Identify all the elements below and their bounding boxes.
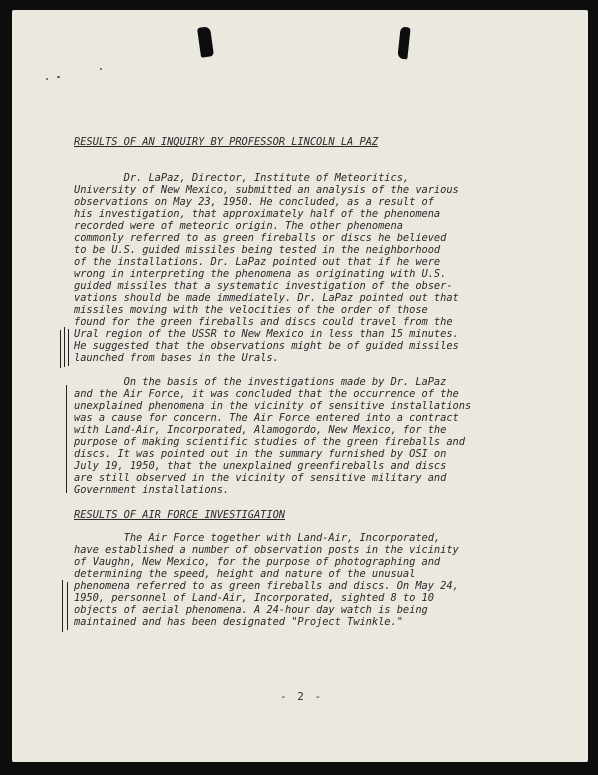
text-line: with Land-Air, Incorporated, Alamogordo, New Mexico, for the	[74, 424, 447, 436]
text-line: Ural region of the USSR to New Mexico in less than 15 minutes.	[74, 328, 459, 340]
text-line: have established a number of observation posts in the vicinity	[74, 544, 459, 556]
text-line: Dr. LaPaz, Director, Institute of Meteoritics,	[74, 172, 410, 184]
text-line: recorded were of meteoric origin. The other phenomena	[74, 220, 403, 232]
text-line: commonly referred to as green fireballs or discs he believed	[74, 232, 447, 244]
text-line: The Air Force together with Land-Air, Incorporated,	[74, 532, 441, 544]
speck	[57, 76, 60, 78]
text-line: wrong in interpreting the phenomena as originating with U.S.	[74, 268, 447, 280]
paragraph-air-force	[74, 532, 459, 628]
text-line: University of New Mexico, submitted an analysis of the various	[74, 184, 459, 196]
speck	[46, 78, 48, 80]
section-heading-lapaz: RESULTS OF AN INQUIRY BY PROFESSOR LINCOLN LA PAZ	[74, 136, 379, 148]
text-line: He suggested that the observations might be of guided missiles	[74, 340, 459, 352]
text-line: of the installations. Dr. LaPaz pointed out that if he were	[74, 256, 441, 268]
paragraph-lapaz	[74, 172, 459, 364]
text-line: 1950, personnel of Land-Air, Incorporated, sighted 8 to 10	[74, 592, 434, 604]
margin-mark	[62, 580, 63, 632]
text-line: On the basis of the investigations made by Dr. LaPaz	[74, 376, 447, 388]
text-line: to be U.S. guided missiles being tested in the neighborhood	[74, 244, 441, 256]
text-line: discs. It was pointed out in the summary furnished by OSI on	[74, 448, 447, 460]
speck	[100, 68, 102, 70]
text-line: unexplained phenomena in the vicinity of sensitive installations	[74, 400, 472, 412]
margin-mark	[67, 582, 68, 630]
text-line: phenomena referred to as green fireballs and discs. On May 24,	[74, 580, 459, 592]
text-line: vations should be made immediately. Dr. LaPaz pointed out that	[74, 292, 459, 304]
punch-hole	[397, 27, 410, 60]
text-line: guided missiles that a systematic investigation of the obser-	[74, 280, 453, 292]
punch-hole	[197, 26, 214, 58]
text-line: maintained and has been designated "Project Twinkle."	[74, 616, 403, 628]
text-line: are still observed in the vicinity of sensitive military and	[74, 472, 447, 484]
margin-mark	[68, 329, 69, 366]
text-line: missiles moving with the velocities of the order of those	[74, 304, 428, 316]
text-line: Government installations.	[74, 484, 230, 496]
margin-mark	[66, 385, 67, 493]
text-line: was a cause for concern. The Air Force entered into a contract	[74, 412, 459, 424]
text-line: of Vaughn, New Mexico, for the purpose of photographing and	[74, 556, 441, 568]
text-line: launched from bases in the Urals.	[74, 352, 279, 364]
margin-mark	[60, 330, 61, 368]
text-line: observations on May 23, 1950. He concluded, as a result of	[74, 196, 434, 208]
text-line: purpose of making scientific studies of the green fireballs and	[74, 436, 465, 448]
section-heading-air-force: RESULTS OF AIR FORCE INVESTIGATION	[74, 509, 285, 521]
text-line: July 19, 1950, that the unexplained greenfireballs and discs	[74, 460, 447, 472]
page-number: - 2 -	[280, 690, 324, 703]
text-line: found for the green fireballs and discs could travel from the	[74, 316, 453, 328]
margin-mark	[64, 327, 65, 367]
text-line: determining the speed, height and nature of the unusual	[74, 568, 416, 580]
text-line: objects of aerial phenomena. A 24-hour day watch is being	[74, 604, 428, 616]
text-line: and the Air Force, it was concluded that the occurrence of the	[74, 388, 459, 400]
text-line: his investigation, that approximately half of the phenomena	[74, 208, 441, 220]
paragraph-conclusion	[74, 376, 471, 496]
